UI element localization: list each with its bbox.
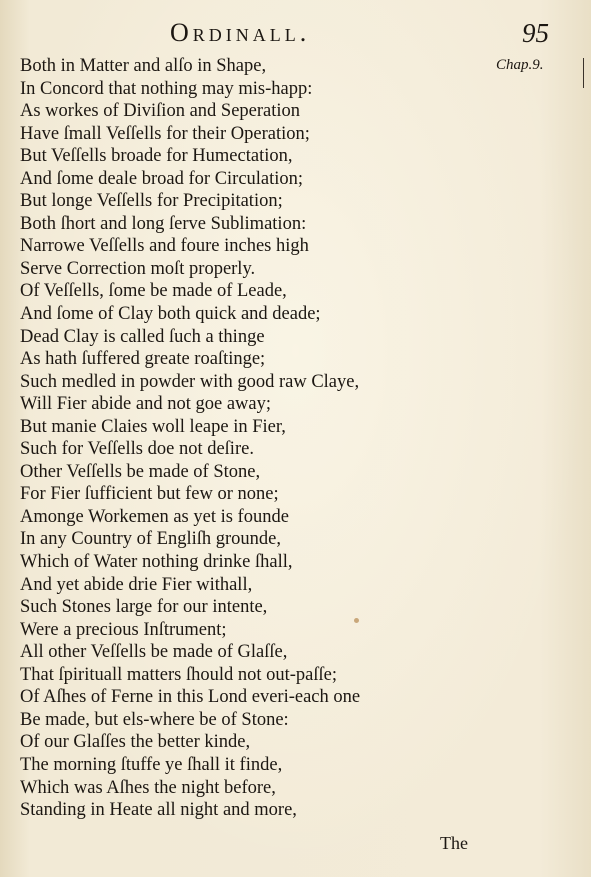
verse-line: But manie Claies woll leape in Fier, xyxy=(20,416,286,437)
verse-line: Of our Glaſſes the better kinde, xyxy=(20,732,251,753)
verse-line: Of Aſhes of Ferne in this Lond everi-each one xyxy=(20,687,361,708)
verse-line: Both in Matter and alſo in Shape, xyxy=(20,56,267,76)
margin-rule xyxy=(583,58,584,88)
verse-line: As hath ſuffered greate roaſtinge; xyxy=(20,349,266,370)
verse-line: But Veſſells broade for Humectation, xyxy=(20,146,293,167)
verse-line: Such Stones large for our intente, xyxy=(20,597,268,618)
verse-line: The morning ſtuffe ye ſhall it finde, xyxy=(20,754,283,775)
verse-line: Have ſmall Veſſells for their Operation; xyxy=(20,123,310,144)
catchword: The xyxy=(440,833,468,853)
verse-line: Will Fier abide and not goe away; xyxy=(20,394,271,415)
verse-line: Both ſhort and long ſerve Sublimation: xyxy=(20,213,307,234)
verse-line: Which of Water nothing drinke ſhall, xyxy=(20,552,293,573)
verse-line: As workes of Diviſion and Seperation xyxy=(20,101,301,122)
verse-line: Other Veſſells be made of Stone, xyxy=(20,461,261,482)
verse-line: In any Country of Engliſh grounde, xyxy=(20,529,282,550)
verse-line: But longe Veſſells for Precipitation; xyxy=(20,191,283,212)
running-head xyxy=(0,18,591,52)
page-number: 95 xyxy=(522,18,549,48)
verse-line: Were a precious Inſtrument; xyxy=(20,619,227,640)
verse-line: Serve Correction moſt properly. xyxy=(20,258,256,279)
chapter-marginal-note: Chap.9. xyxy=(496,57,544,73)
verse-line: Be made, but els-where be of Stone: xyxy=(20,709,289,730)
verse-line: All other Veſſells be made of Glaſſe, xyxy=(20,642,288,663)
verse-line: Such for Veſſells doe not deſire. xyxy=(20,439,254,460)
verse-line: Dead Clay is called ſuch a thinge xyxy=(20,326,265,347)
verse-text xyxy=(20,55,450,822)
verse-line: And ſome of Clay both quick and deade; xyxy=(20,304,321,325)
verse-line: Of Veſſells, ſome be made of Leade, xyxy=(20,281,287,302)
verse-line: Which was Aſhes the night before, xyxy=(20,777,276,798)
verse-line: Amonge Workemen as yet is founde xyxy=(20,506,289,527)
verse-line: And ſome deale broad for Circulation; xyxy=(20,168,304,189)
verse-line: In Concord that nothing may mis-happ: xyxy=(20,78,313,99)
verse-line: Narrowe Veſſells and foure inches high xyxy=(20,236,309,257)
running-title: Ordinall. xyxy=(170,18,311,47)
paper-speck xyxy=(354,618,359,623)
verse-line: That ſpirituall matters ſhould not out-paſſe; xyxy=(20,664,338,685)
verse-line: Standing in Heate all night and more, xyxy=(20,800,297,821)
verse-line: And yet abide drie Fier withall, xyxy=(20,574,253,595)
verse-line: For Fier ſufficient but few or none; xyxy=(20,484,279,505)
verse-line: Such medled in powder with good raw Claye, xyxy=(20,371,360,392)
